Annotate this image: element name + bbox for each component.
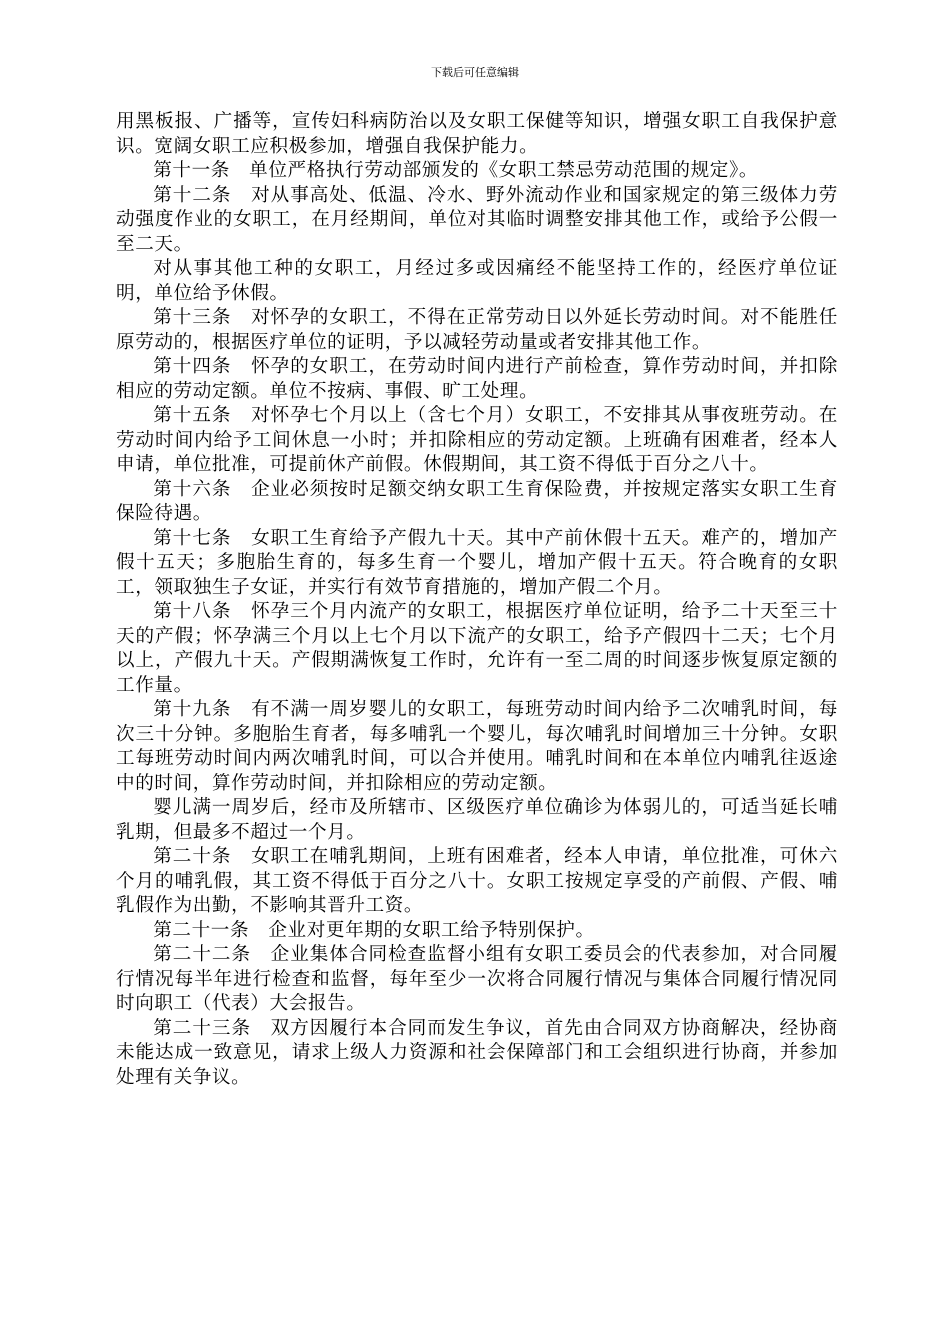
- paragraph: 第二十条 女职工在哺乳期间，上班有困难者，经本人申请，单位批准，可休六个月的哺乳假，其工资不得低于百分之八十。女职工按规定享受的产前假、产假、哺乳假作为出勤，不影响其晋升工资。: [116, 846, 838, 916]
- page-header: 下载后可任意编辑: [431, 66, 519, 79]
- paragraph: 第十九条 有不满一周岁婴儿的女职工，每班劳动时间内给予二次哺乳时间，每次三十分钟。多胞胎生育者，每多哺乳一个婴儿，每次哺乳时间增加三十分钟。女职工每班劳动时间内两次哺乳时间，可以合并使用。哺乳时间和在本单位内哺乳往返途中的时间，算作劳动时间，并扣除相应的劳动定额。: [116, 699, 838, 794]
- paragraph: 第二十三条 双方因履行本合同而发生争议，首先由合同双方协商解决，经协商未能达成一致意见，请求上级人力资源和社会保障部门和工会组织进行协商，并参加处理有关争议。: [116, 1017, 838, 1088]
- paragraph: 第十三条 对怀孕的女职工，不得在正常劳动日以外延长劳动时间。对不能胜任原劳动的，根据医疗单位的证明，予以减轻劳动量或者安排其他工作。: [116, 307, 838, 353]
- paragraph: 第二十二条 企业集体合同检查监督小组有女职工委员会的代表参加，对合同履行情况每半年进行检查和监督，每年至少一次将合同履行情况与集体合同履行情况同时向职工（代表）大会报告。: [116, 944, 838, 1014]
- paragraph: 第十八条 怀孕三个月内流产的女职工，根据医疗单位证明，给予二十天至三十天的产假；怀孕满三个月以上七个月以下流产的女职工，给予产假四十二天；七个月以上，产假九十天。产假期满恢复工作时，允许有一至二周的时间逐步恢复原定额的工作量。: [116, 601, 838, 696]
- paragraph: 第二十一条 企业对更年期的女职工给予特别保护。: [153, 919, 595, 941]
- paragraph: 对从事其他工种的女职工，月经过多或因痛经不能坚持工作的，经医疗单位证明，单位给予休假。: [116, 258, 838, 304]
- paragraph: 第十二条 对从事高处、低温、冷水、野外流动作业和国家规定的第三级体力劳动强度作业的女职工，在月经期间，单位对其临时调整安排其他工作，或给予公假一至二天。: [116, 184, 838, 255]
- paragraph: 第十一条 单位严格执行劳动部颁发的《女职工禁忌劳动范围的规定》。: [153, 160, 759, 181]
- paragraph: 第十六条 企业必须按时足额交纳女职工生育保险费，并按规定落实女职工生育保险待遇。: [116, 478, 838, 524]
- paragraph: 婴儿满一周岁后，经市及所辖市、区级医疗单位确诊为体弱儿的，可适当延长哺乳期，但最多不超过一个月。: [116, 797, 838, 843]
- paragraph: 第十七条 女职工生育给予产假九十天。其中产前休假十五天。难产的，增加产假十五天；多胞胎生育的，每多生育一个婴儿，增加产假十五天。符合晚育的女职工，领取独生子女证，并实行有效节育措施的，增加产假二个月。: [116, 527, 838, 598]
- paragraph: 第十五条 对怀孕七个月以上（含七个月）女职工，不安排其从事夜班劳动。在劳动时间内给予工间休息一小时；并扣除相应的劳动定额。上班确有困难者，经本人申请，单位批准，可提前休产前假。休假期间，其工资不得低于百分之八十。: [116, 405, 838, 475]
- document-body: [116, 110, 838, 1090]
- paragraph: 第十四条 怀孕的女职工，在劳动时间内进行产前检查，算作劳动时间，并扣除相应的劳动定额。单位不按病、事假、旷工处理。: [116, 356, 838, 402]
- paragraph: 用黑板报、广播等，宣传妇科病防治以及女职工保健等知识，增强女职工自我保护意识。宽阔女职工应积极参加，增强自我保护能力。: [116, 111, 838, 157]
